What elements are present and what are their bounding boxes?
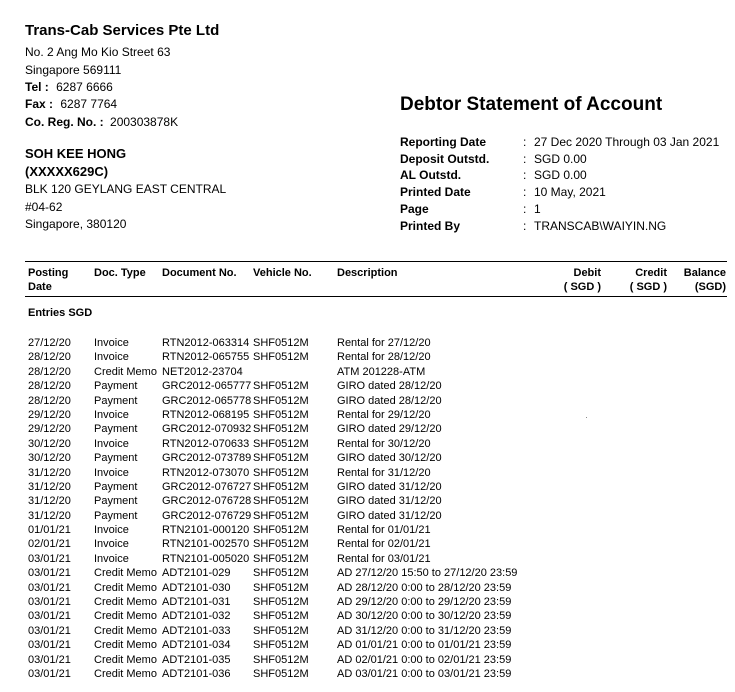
- header-doc-type: Doc. Type: [94, 267, 146, 279]
- info-colon: :: [523, 168, 527, 182]
- row-posting-date: 30/12/20: [28, 452, 71, 465]
- info-label-deposit-outstd: Deposit Outstd.: [400, 152, 490, 166]
- row-description: GIRO dated 31/12/20: [337, 509, 442, 522]
- row-description: GIRO dated 28/12/20: [337, 380, 442, 393]
- table-row: [0, 595, 735, 609]
- row-vehicle-no: SHF0512M: [253, 351, 309, 364]
- info-value-printed-by: TRANSCAB\WAIYIN.NG: [534, 219, 667, 233]
- fax-value: 6287 7764: [60, 97, 118, 111]
- row-description: Rental for 27/12/20: [337, 337, 431, 349]
- row-document-no: ADT2101-035: [162, 653, 231, 666]
- row-description: AD 31/12/20 0:00 to 31/12/20 23:59: [337, 624, 512, 637]
- row-description: GIRO dated 29/12/20: [337, 423, 442, 436]
- row-document-no: ADT2101-034: [162, 639, 231, 652]
- table-row: [0, 624, 735, 638]
- row-vehicle-no: SHF0512M: [253, 466, 309, 479]
- reg-label: Co. Reg. No. :: [25, 115, 104, 129]
- table-row: [0, 336, 735, 350]
- row-description: GIRO dated 31/12/20: [337, 480, 442, 493]
- row-doc-type: Credit Memo: [94, 667, 157, 680]
- row-document-no: GRC2012-076729: [162, 509, 252, 522]
- info-colon: :: [523, 135, 527, 149]
- row-posting-date: 28/12/20: [28, 380, 71, 393]
- row-document-no: NET2012-23704: [162, 365, 243, 378]
- statement-rows: [0, 336, 735, 681]
- row-posting-date: 03/01/21: [28, 624, 71, 637]
- info-value-deposit-outstd: SGD 0.00: [534, 152, 587, 166]
- row-vehicle-no: SHF0512M: [253, 480, 309, 493]
- company-reg: [25, 115, 178, 129]
- row-doc-type: Invoice: [94, 337, 129, 349]
- row-document-no: RTN2012-063314: [162, 337, 250, 349]
- company-fax: [25, 97, 117, 111]
- row-description: Rental for 31/12/20: [337, 466, 431, 479]
- table-row: [0, 422, 735, 436]
- row-document-no: RTN2012-068195: [162, 408, 250, 421]
- row-doc-type: Credit Memo: [94, 639, 157, 652]
- info-label-al-outstd: AL Outstd.: [400, 168, 462, 182]
- info-label-printed-date: Printed Date: [400, 185, 471, 199]
- row-doc-type: Credit Memo: [94, 653, 157, 666]
- row-posting-date: 28/12/20: [28, 365, 71, 378]
- row-description: AD 29/12/20 0:00 to 29/12/20 23:59: [337, 596, 512, 609]
- table-header-rule: [25, 296, 727, 297]
- row-vehicle-no: SHF0512M: [253, 437, 309, 450]
- row-doc-type: Invoice: [94, 408, 129, 421]
- row-doc-type: Payment: [94, 495, 138, 508]
- row-doc-type: Credit Memo: [94, 567, 157, 580]
- info-label-page: Page: [400, 202, 429, 216]
- row-description: GIRO dated 31/12/20: [337, 495, 442, 508]
- row-posting-date: 03/01/21: [28, 610, 71, 623]
- section-entries-sgd: Entries SGD: [28, 307, 93, 319]
- info-value-printed-date: 10 May, 2021: [534, 185, 606, 199]
- row-document-no: ADT2101-029: [162, 567, 231, 580]
- customer-address-line3: Singapore, 380120: [25, 217, 127, 231]
- row-vehicle-no: SHF0512M: [253, 452, 309, 465]
- row-posting-date: 03/01/21: [28, 667, 71, 680]
- table-row: [0, 480, 735, 494]
- row-vehicle-no: SHF0512M: [253, 394, 309, 407]
- row-document-no: RTN2012-065755: [162, 351, 250, 364]
- row-doc-type: Payment: [94, 380, 138, 393]
- row-posting-date: 03/01/21: [28, 567, 71, 580]
- table-row: [0, 581, 735, 595]
- tel-value: 6287 6666: [56, 80, 113, 94]
- row-description: Rental for 01/01/21: [337, 524, 431, 537]
- row-description: AD 28/12/20 0:00 to 28/12/20 23:59: [337, 581, 512, 594]
- statement-title: Debtor Statement of Account: [400, 94, 663, 115]
- row-doc-type: Invoice: [94, 524, 129, 537]
- header-debit: Debit ( SGD ): [563, 267, 601, 293]
- row-doc-type: Credit Memo: [94, 581, 157, 594]
- info-value-page: 1: [534, 202, 541, 216]
- row-posting-date: 29/12/20: [28, 423, 71, 436]
- info-colon: :: [523, 219, 527, 233]
- row-vehicle-no: SHF0512M: [253, 423, 309, 436]
- table-row: [0, 365, 735, 379]
- row-posting-date: 03/01/21: [28, 552, 71, 565]
- row-posting-date: 01/01/21: [28, 524, 71, 537]
- row-description: AD 02/01/21 0:00 to 02/01/21 23:59: [337, 653, 512, 666]
- customer-address-line2: #04-62: [25, 200, 63, 214]
- row-vehicle-no: SHF0512M: [253, 524, 309, 537]
- info-value-reporting-date: 27 Dec 2020 Through 03 Jan 2021: [534, 135, 720, 149]
- row-doc-type: Credit Memo: [94, 624, 157, 637]
- row-description: Rental for 03/01/21: [337, 552, 431, 565]
- row-posting-date: 03/01/21: [28, 596, 71, 609]
- table-row: [0, 394, 735, 408]
- company-address-line2: Singapore 569111: [25, 63, 122, 77]
- row-doc-type: Credit Memo: [94, 610, 157, 623]
- row-document-no: GRC2012-065777: [162, 380, 252, 393]
- row-description: Rental for 29/12/20: [337, 408, 431, 421]
- row-description: Rental for 30/12/20: [337, 437, 431, 450]
- row-posting-date: 31/12/20: [28, 480, 71, 493]
- row-doc-type: Invoice: [94, 552, 129, 565]
- table-row: [0, 552, 735, 566]
- info-value-al-outstd: SGD 0.00: [534, 168, 587, 182]
- table-row: [0, 638, 735, 652]
- row-doc-type: Credit Memo: [94, 365, 157, 378]
- row-posting-date: 31/12/20: [28, 509, 71, 522]
- stray-mark: [586, 417, 587, 418]
- row-vehicle-no: SHF0512M: [253, 380, 309, 393]
- row-posting-date: 03/01/21: [28, 639, 71, 652]
- row-document-no: GRC2012-070932: [162, 423, 252, 436]
- table-row: [0, 350, 735, 364]
- row-posting-date: 28/12/20: [28, 394, 71, 407]
- row-doc-type: Payment: [94, 509, 138, 522]
- row-description: GIRO dated 28/12/20: [337, 394, 442, 407]
- company-address-line1: No. 2 Ang Mo Kio Street 63: [25, 45, 171, 59]
- row-vehicle-no: SHF0512M: [253, 408, 309, 421]
- header-description: Description: [337, 267, 398, 279]
- company-name: Trans-Cab Services Pte Ltd: [25, 22, 220, 39]
- row-vehicle-no: SHF0512M: [253, 610, 309, 623]
- row-vehicle-no: SHF0512M: [253, 639, 309, 652]
- table-row: [0, 379, 735, 393]
- row-vehicle-no: SHF0512M: [253, 581, 309, 594]
- table-row: [0, 609, 735, 623]
- row-document-no: ADT2101-031: [162, 596, 231, 609]
- row-vehicle-no: SHF0512M: [253, 667, 309, 680]
- row-document-no: ADT2101-030: [162, 581, 231, 594]
- row-posting-date: 28/12/20: [28, 351, 71, 364]
- info-label-reporting-date: Reporting Date: [400, 135, 487, 149]
- header-balance: Balance (SGD): [683, 267, 726, 293]
- row-document-no: GRC2012-073789: [162, 452, 252, 465]
- info-label-printed-by: Printed By: [400, 219, 461, 233]
- table-row: [0, 653, 735, 667]
- table-row: [0, 451, 735, 465]
- customer-address-line1: BLK 120 GEYLANG EAST CENTRAL: [25, 182, 227, 196]
- company-tel: [25, 80, 113, 94]
- customer-id: (XXXXX629C): [25, 164, 109, 179]
- row-document-no: ADT2101-033: [162, 624, 231, 637]
- row-doc-type: Payment: [94, 452, 138, 465]
- fax-label: Fax :: [25, 97, 54, 111]
- row-doc-type: Invoice: [94, 466, 129, 479]
- row-document-no: ADT2101-036: [162, 667, 231, 680]
- row-vehicle-no: SHF0512M: [253, 567, 309, 580]
- row-document-no: RTN2012-070633: [162, 437, 250, 450]
- table-top-rule: [25, 261, 727, 262]
- row-description: AD 27/12/20 15:50 to 27/12/20 23:59: [337, 567, 518, 580]
- row-description: ATM 201228-ATM: [337, 365, 426, 378]
- row-posting-date: 02/01/21: [28, 538, 71, 551]
- row-vehicle-no: SHF0512M: [253, 509, 309, 522]
- row-doc-type: Payment: [94, 423, 138, 436]
- row-description: Rental for 02/01/21: [337, 538, 431, 551]
- row-description: AD 03/01/21 0:00 to 03/01/21 23:59: [337, 667, 512, 680]
- info-colon: :: [523, 185, 527, 199]
- row-document-no: RTN2101-002570: [162, 538, 250, 551]
- header-vehicle-no: Vehicle No.: [253, 267, 312, 279]
- tel-label: Tel :: [25, 80, 49, 94]
- row-description: GIRO dated 30/12/20: [337, 452, 442, 465]
- header-credit: Credit ( SGD ): [629, 267, 667, 293]
- row-vehicle-no: SHF0512M: [253, 495, 309, 508]
- row-document-no: ADT2101-032: [162, 610, 231, 623]
- row-posting-date: 31/12/20: [28, 495, 71, 508]
- table-row: [0, 408, 735, 422]
- row-document-no: RTN2101-005020: [162, 552, 250, 565]
- row-doc-type: Payment: [94, 480, 138, 493]
- row-description: AD 01/01/21 0:00 to 01/01/21 23:59: [337, 639, 512, 652]
- row-posting-date: 31/12/20: [28, 466, 71, 479]
- row-document-no: GRC2012-076728: [162, 495, 252, 508]
- table-row: [0, 537, 735, 551]
- header-posting-date: Posting Date: [28, 267, 69, 293]
- row-document-no: RTN2012-073070: [162, 466, 250, 479]
- row-vehicle-no: SHF0512M: [253, 337, 309, 349]
- row-doc-type: Invoice: [94, 437, 129, 450]
- header-document-no: Document No.: [162, 267, 237, 279]
- customer-name: SOH KEE HONG: [25, 146, 127, 161]
- row-description: Rental for 28/12/20: [337, 351, 431, 364]
- row-vehicle-no: SHF0512M: [253, 538, 309, 551]
- row-posting-date: 03/01/21: [28, 581, 71, 594]
- table-row: [0, 523, 735, 537]
- info-colon: :: [523, 202, 527, 216]
- row-posting-date: 29/12/20: [28, 408, 71, 421]
- table-row: [0, 509, 735, 523]
- row-vehicle-no: SHF0512M: [253, 624, 309, 637]
- table-row: [0, 466, 735, 480]
- row-vehicle-no: SHF0512M: [253, 653, 309, 666]
- table-row: [0, 667, 735, 681]
- table-row: [0, 437, 735, 451]
- row-doc-type: Payment: [94, 394, 138, 407]
- row-posting-date: 30/12/20: [28, 437, 71, 450]
- table-row: [0, 494, 735, 508]
- row-doc-type: Invoice: [94, 351, 129, 364]
- row-description: AD 30/12/20 0:00 to 30/12/20 23:59: [337, 610, 512, 623]
- row-posting-date: 27/12/20: [28, 337, 71, 349]
- reg-value: 200303878K: [110, 115, 179, 129]
- row-document-no: GRC2012-065778: [162, 394, 252, 407]
- row-vehicle-no: SHF0512M: [253, 596, 309, 609]
- table-row: [0, 566, 735, 580]
- row-doc-type: Invoice: [94, 538, 129, 551]
- row-document-no: GRC2012-076727: [162, 480, 252, 493]
- row-vehicle-no: SHF0512M: [253, 552, 309, 565]
- row-document-no: RTN2101-000120: [162, 524, 250, 537]
- row-doc-type: Credit Memo: [94, 596, 157, 609]
- info-colon: :: [523, 152, 527, 166]
- row-posting-date: 03/01/21: [28, 653, 71, 666]
